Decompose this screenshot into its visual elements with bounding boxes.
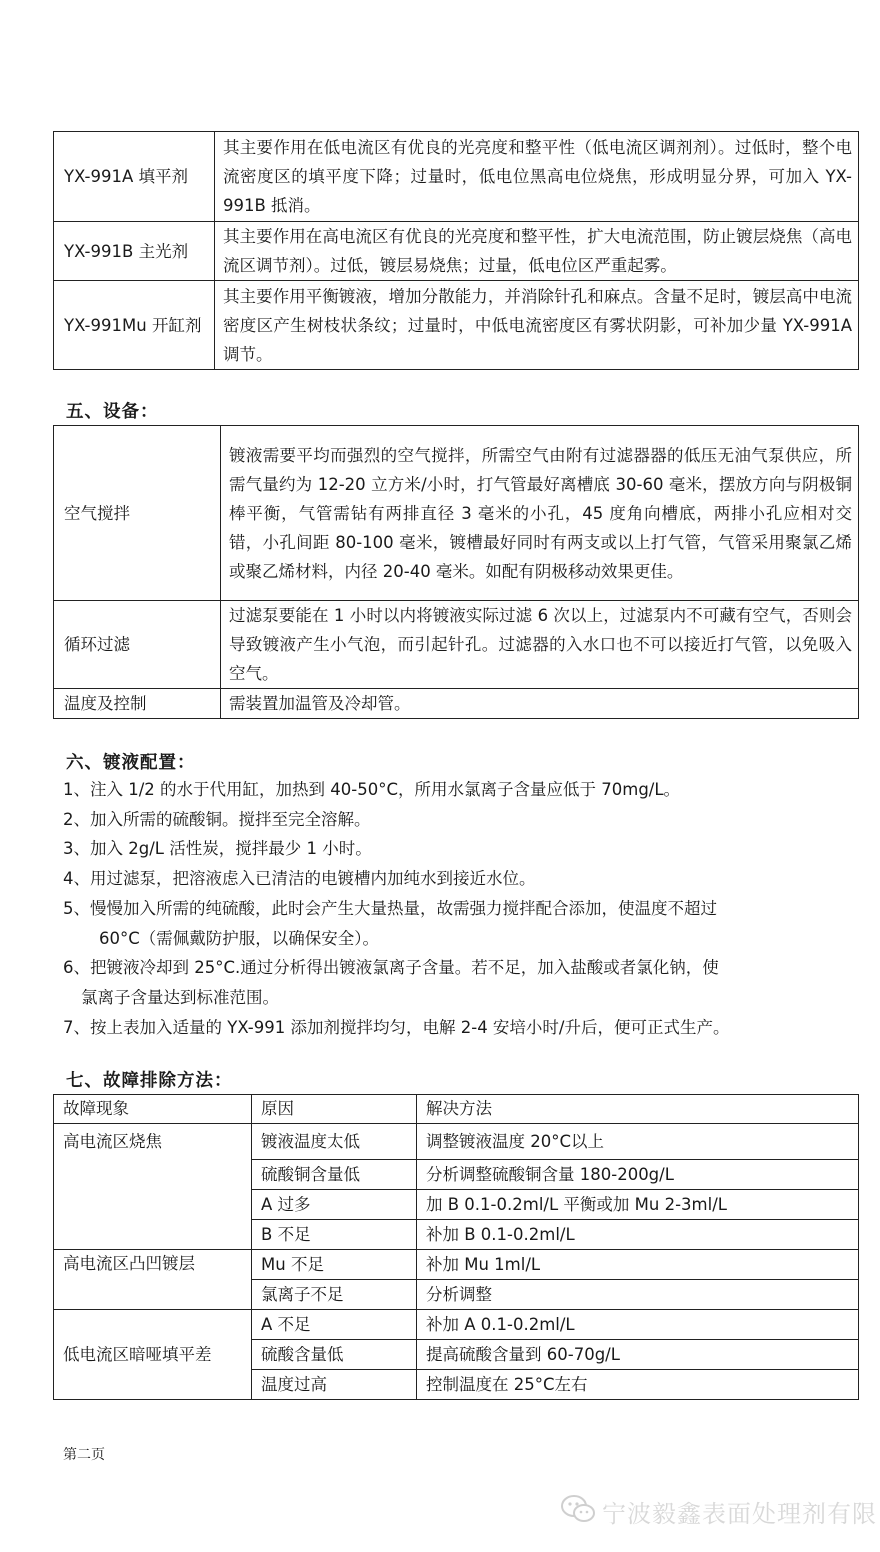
section-heading-troubleshooting: 七、故障排除方法： [66,1071,233,1091]
symptom-cell: 高电流区烧焦 [54,1124,252,1250]
additives-table [53,131,859,370]
section-heading-bath-preparation: 六、镀液配置： [66,753,196,773]
table-row [54,1124,859,1160]
solution-cell: 加 B 0.1-0.2ml/L 平衡或加 Mu 2-3ml/L [417,1190,859,1220]
additive-name: YX-991Mu 开缸剂 [54,281,215,370]
section-heading-equipment: 五、设备： [66,402,159,422]
additive-description: 其主要作用在低电流区有优良的光亮度和整平性（低电流区调剂剂）。过低时，整个电流密度区的填平度下降；过量时，低电位黑高电位烧焦，形成明显分界，可加入 YX-991B 抵消。 [215,132,859,222]
table-row [54,222,859,281]
solution-cell: 调整镀液温度 20°C以上 [417,1124,859,1160]
preparation-steps [63,775,853,1042]
column-header: 故障现象 [54,1095,252,1124]
table-row [54,1310,859,1340]
symptom-cell: 高电流区凸凹镀层 [54,1250,252,1310]
additive-name: YX-991A 填平剂 [54,132,215,222]
equipment-description: 需装置加温管及冷却管。 [221,689,859,719]
symptom-cell: 低电流区暗哑填平差 [54,1310,252,1400]
table-row [54,426,859,601]
list-item: 3、加入 2g/L 活性炭，搅拌最少 1 小时。 [63,839,372,859]
table-row [54,281,859,370]
equipment-name: 循环过滤 [54,601,221,689]
column-header: 解决方法 [417,1095,859,1124]
cause-cell: 硫酸含量低 [252,1340,417,1370]
list-item: 5、慢慢加入所需的纯硫酸，此时会产生大量热量，故需强力搅拌配合添加，使温度不超过 [63,898,717,918]
solution-cell: 补加 B 0.1-0.2ml/L [417,1220,859,1250]
list-item-continuation: 氯离子含量达到标准范围。 [81,987,279,1007]
table-header-row [54,1095,859,1124]
additive-description: 其主要作用在高电流区有优良的光亮度和整平性，扩大电流范围，防止镀层烧焦（高电流区调节剂）。过低，镀层易烧焦；过量，低电位区严重起雾。 [215,222,859,281]
equipment-description: 过滤泵要能在 1 小时以内将镀液实际过滤 6 次以上，过滤泵内不可藏有空气，否则会导致镀液产生小气泡，而引起针孔。过滤器的入水口也不可以接近打气管，以免吸入空气。 [221,601,859,689]
troubleshooting-table [53,1094,859,1400]
list-item: 2、加入所需的硫酸铜。搅拌至完全溶解。 [63,809,371,829]
equipment-name: 空气搅拌 [54,426,221,601]
list-item: 6、把镀液冷却到 25°C.通过分析得出镀液氯离子含量。若不足，加入盐酸或者氯化钠，使 [63,958,719,978]
equipment-table [53,425,859,719]
table-row [54,689,859,719]
solution-cell: 补加 A 0.1-0.2ml/L [417,1310,859,1340]
cause-cell: A 过多 [252,1190,417,1220]
solution-cell: 分析调整硫酸铜含量 180-200g/L [417,1160,859,1190]
table-row [54,132,859,222]
solution-cell: 分析调整 [417,1280,859,1310]
cause-cell: Mu 不足 [252,1250,417,1280]
equipment-description: 镀液需要平均而强烈的空气搅拌，所需空气由附有过滤器器的低压无油气泵供应，所需气量约为 12-20 立方米/小时，打气管最好离槽底 30-60 毫米，摆放方向与阴极铜棒平衡，气管需钻有两排直径 3 毫米的小孔，45 度角向槽底，两排小孔应相对交错，小孔间距 80-100 毫米，镀槽最好同时有两支或以上打气管，气管采用聚氯乙烯或聚乙烯材料，内径 20-40 毫米。如配有阴极移动效果更佳。 [221,426,859,601]
additive-description: 其主要作用平衡镀液，增加分散能力，并消除针孔和麻点。含量不足时，镀层高中电流密度区产生树枝状条纹；过量时，中低电流密度区有雾状阴影，可补加少量 YX-991A 调节。 [215,281,859,370]
solution-cell: 控制温度在 25°C左右 [417,1370,859,1400]
list-item: 7、按上表加入适量的 YX-991 添加剂搅拌均匀，电解 2-4 安培小时/升后，便可正式生产。 [63,1017,730,1037]
watermark-text: 宁波毅鑫表面处理剂有限 [602,1500,877,1528]
cause-cell: A 不足 [252,1310,417,1340]
cause-cell: 硫酸铜含量低 [252,1160,417,1190]
solution-cell: 补加 Mu 1ml/L [417,1250,859,1280]
list-item: 1、注入 1/2 的水于代用缸，加热到 40-50°C，所用水氯离子含量应低于 70mg/L。 [63,780,681,799]
solution-cell: 提高硫酸含量到 60-70g/L [417,1340,859,1370]
watermark [560,1488,880,1532]
list-item-continuation: 60°C（需佩戴防护服，以确保安全）。 [99,928,380,948]
table-row [54,601,859,689]
page-number: 第二页 [63,1447,105,1463]
additive-name: YX-991B 主光剂 [54,222,215,281]
equipment-name: 温度及控制 [54,689,221,719]
cause-cell: 温度过高 [252,1370,417,1400]
wechat-icon [560,1494,596,1528]
cause-cell: B 不足 [252,1220,417,1250]
table-row [54,1250,859,1280]
list-item: 4、用过滤泵，把溶液虑入已清洁的电镀槽内加纯水到接近水位。 [63,869,536,889]
cause-cell: 氯离子不足 [252,1280,417,1310]
column-header: 原因 [252,1095,417,1124]
cause-cell: 镀液温度太低 [252,1124,417,1160]
